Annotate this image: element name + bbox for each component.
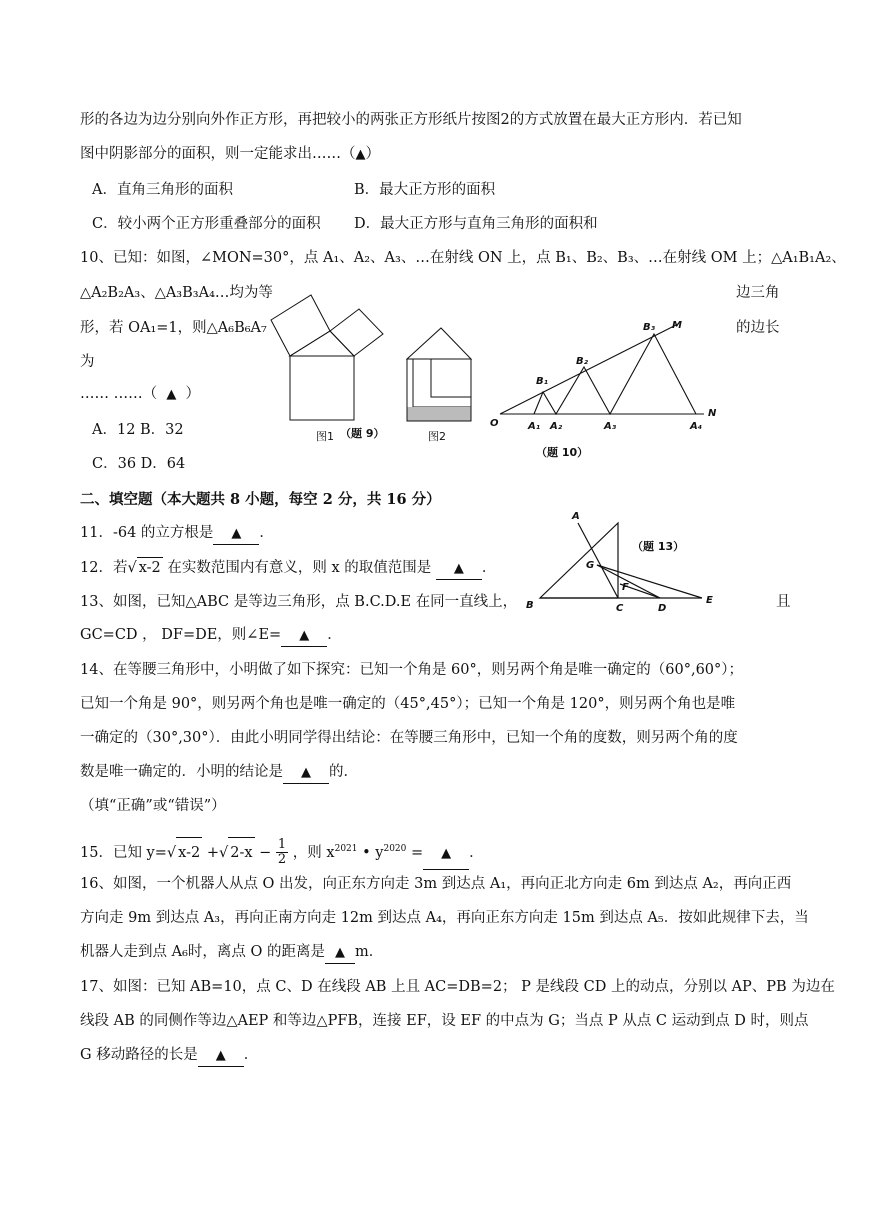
label-a3: A₃ xyxy=(604,421,617,432)
q14-line4: 数是唯一确定的．小明的结论是 ▲ 的． xyxy=(80,762,358,784)
q10-figure-caption: （题 10） xyxy=(536,446,589,459)
q13-figure xyxy=(520,510,720,614)
q13-line2: GC=CD ， DF=DE，则∠E= ▲ ． xyxy=(80,625,342,647)
q12: 12．若√ x-2 在实数范围内有意义，则 x 的取值范围是 ▲ ． xyxy=(80,557,496,580)
q10-line4: 为 xyxy=(80,354,95,370)
q16-line2: 方向走 9m 到达点 A₃，再向正南方向走 12m 到达点 A₄，再向正东方向走 15m 到达点 A₅．按如此规律下去，当 xyxy=(80,910,809,926)
label-e: E xyxy=(706,595,713,606)
label-b: B xyxy=(526,600,534,611)
answer-blank: ▲ xyxy=(423,838,469,870)
q14-line5: （填“正确”或“错误”） xyxy=(80,798,226,814)
q9-figure-1 xyxy=(280,282,390,424)
radicand: x-2 xyxy=(137,557,163,578)
q9-figure-2 xyxy=(404,324,476,424)
q10-line3-right: 的边长 xyxy=(736,320,780,336)
q16-line1: 16、如图，一个机器人从点 O 出发，向正东方向走 3m 到达点 A₁，再向正北方向走 6m 到达点 A₂，再向正西 xyxy=(80,876,792,892)
shaded-region xyxy=(407,407,471,421)
answer-blank-mark: ▲ xyxy=(166,387,177,402)
triangle-abc xyxy=(540,523,618,598)
q9-fig1-label: 图1 xyxy=(316,430,334,443)
square-right xyxy=(330,309,383,356)
triangle-top xyxy=(407,328,471,359)
label-m: M xyxy=(672,320,682,331)
q10-line2-left: △A₂B₂A₃、△A₃B₃A₄…均为等 xyxy=(80,285,273,301)
label-a2: A₂ xyxy=(550,421,563,432)
square-medium xyxy=(431,359,471,397)
right-triangle xyxy=(290,331,354,356)
radicand-2: 2-x xyxy=(228,837,254,868)
label-f: F xyxy=(622,582,629,593)
q10-line1: 10、已知：如图，∠MON=30°，点 A₁、A₂、A₃、…在射线 ON 上，点 B₁、B₂、B₃、…在射线 OM 上；△A₁B₁A₂、 xyxy=(80,250,846,266)
label-o: O xyxy=(490,418,499,429)
label-b3: B₃ xyxy=(643,322,656,333)
q9-line1: 形的各边为边分别向外作正方形，再把较小的两张正方形纸片按图2的方式放置在最大正方形内．若已知 xyxy=(80,112,742,128)
q13-line1-right: 且 xyxy=(776,594,791,610)
radicand-1: x-2 xyxy=(176,837,202,868)
q17-line2: 线段 AB 的同侧作等边△AEP 和等边△PFB，连接 EF，设 EF 的中点为 G；当点 P 从点 C 运动到点 D 时，则点 xyxy=(80,1013,809,1029)
q9-option-b: B．最大正方形的面积 xyxy=(354,182,496,198)
q14-line1: 14、在等腰三角形中，小明做了如下探究：已知一个角是 60°，则另两个角是唯一确定的（60°,60°）； xyxy=(80,662,744,678)
label-d: D xyxy=(658,603,667,614)
q13-line1: 13、如图，已知△ABC 是等边三角形，点 B.C.D.E 在同一直线上， xyxy=(80,594,518,610)
q9-option-c: C．较小两个正方形重叠部分的面积 xyxy=(92,216,321,232)
q16-line3: 机器人走到点 A₆时，离点 O 的距离是 ▲ m． xyxy=(80,942,383,964)
answer-blank: ▲ xyxy=(213,523,259,545)
answer-blank: ▲ xyxy=(198,1045,244,1067)
q10-figure xyxy=(486,316,716,432)
q11: 11．-64 的立方根是 ▲ ． xyxy=(80,523,274,545)
square-small-outline xyxy=(413,359,471,407)
q10-line5: …… ……（ ▲ ） xyxy=(80,386,201,402)
q9-fig2-label: 图2 xyxy=(428,430,446,443)
q10-options-cd: C．36 D．64 xyxy=(92,456,186,472)
q10-options-ab: A．12 B．32 xyxy=(92,422,184,438)
q9-figure-caption: （题 9） xyxy=(340,427,385,440)
q9-option-a: A．直角三角形的面积 xyxy=(92,182,233,198)
q14-line3: 一确定的（30°,30°）．由此小明同学得出结论：在等腰三角形中，已知一个角的度数，则另两个角的度 xyxy=(80,730,738,746)
answer-blank-mark: ▲ xyxy=(355,147,366,162)
q9-line2: 图中阴影部分的面积，则一定能求出……（▲） xyxy=(80,146,380,162)
answer-blank: ▲ xyxy=(283,762,329,784)
q10-line3-left: 形，若 OA₁=1，则△A₆B₆A₇ xyxy=(80,320,267,336)
square-left xyxy=(271,295,330,356)
answer-blank: ▲ xyxy=(436,558,482,580)
label-n: N xyxy=(708,408,717,419)
label-b2: B₂ xyxy=(576,356,589,367)
answer-blank: ▲ xyxy=(281,625,327,647)
q10-line2-right: 边三角 xyxy=(736,285,780,301)
label-a: A xyxy=(572,511,580,522)
q15: 15．已知 y=√ x-2 +√ 2-x − $\frac{1}{2}$ ，则 $x^{2021}$ • $y^{2020}$ = ▲ ． xyxy=(80,834,484,870)
q9-option-d: D．最大正方形与直角三角形的面积和 xyxy=(354,216,598,232)
label-a4: A₄ xyxy=(690,421,703,432)
label-a1: A₁ xyxy=(528,421,541,432)
fraction-half: $\frac{1}{2}$ xyxy=(277,837,287,868)
section-2-heading: 二、填空题（本大题共 8 小题，每空 2 分，共 16 分） xyxy=(80,491,441,508)
label-c: C xyxy=(616,603,624,614)
q17-line3: G 移动路径的长是 ▲ ． xyxy=(80,1045,258,1067)
label-g: G xyxy=(586,560,595,571)
equilateral-triangles xyxy=(534,334,696,414)
ray-om xyxy=(500,324,678,414)
large-square xyxy=(290,356,354,420)
q17-line1: 17、如图：已知 AB=10，点 C、D 在线段 AB 上且 AC=DB=2； P 是线段 CD 上的动点，分别以 AP、PB 为边在 xyxy=(80,979,835,995)
q13-figure-caption: （题 13） xyxy=(632,540,685,553)
answer-blank: ▲ xyxy=(325,942,355,964)
q14-line2: 已知一个角是 90°，则另两个角也是唯一确定的（45°,45°）；已知一个角是 120°，则另两个角也是唯 xyxy=(80,696,736,712)
label-b1: B₁ xyxy=(536,376,549,387)
